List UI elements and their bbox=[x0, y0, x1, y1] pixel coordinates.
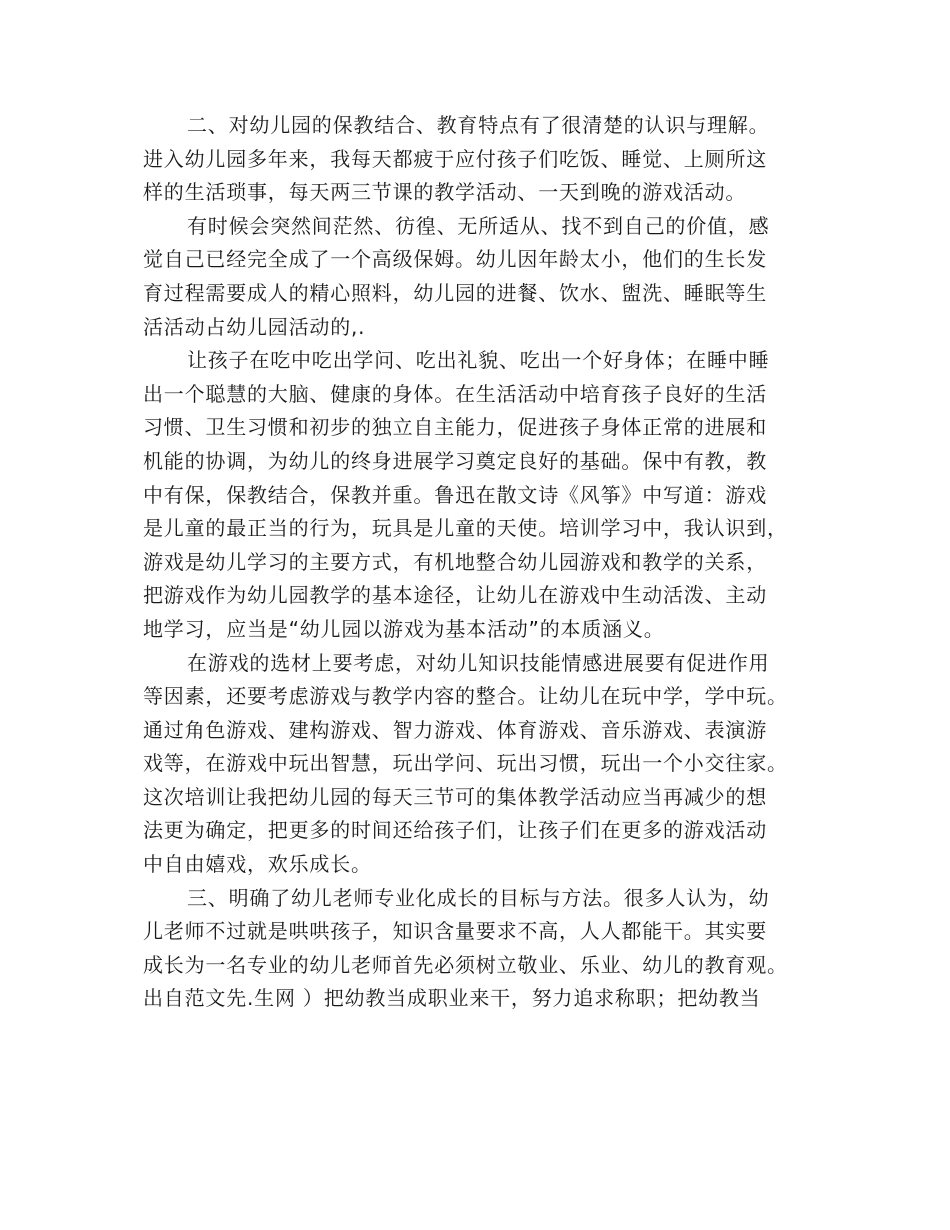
text-line: 活活动占幼儿园活动的,. bbox=[143, 314, 366, 339]
text-line: 成长为一名专业的幼儿老师首先必须树立敬业、乐业、幼儿的教育观。 bbox=[143, 952, 788, 977]
text-line: 有时候会突然间茫然、彷徨、无所适从、找不到自己的价值，感 bbox=[187, 213, 770, 238]
text-line: 戏等，在游戏中玩出智慧，玩出学问、玩出习惯，玩出一个小交往家。 bbox=[143, 751, 788, 776]
text-line: 进入幼儿园多年来，我每天都疲于应付孩子们吃饭、睡觉、上厕所这 bbox=[143, 146, 767, 171]
text-line: 地学习，应当是“幼儿园以游戏为基本活动”的本质涵义。 bbox=[143, 616, 665, 641]
text-line: 习惯、卫生习惯和初步的独立自主能力，促进孩子身体正常的进展和 bbox=[143, 415, 767, 440]
text-line: 育过程需要成人的精心照料，幼儿园的进餐、饮水、盥洗、睡眠等生 bbox=[143, 280, 767, 305]
text-line: 机能的协调，为幼儿的终身进展学习奠定良好的基础。保中有教，教 bbox=[143, 448, 767, 473]
text-line: 把游戏作为幼儿园教学的基本途径，让幼儿在游戏中生动活泼、主动 bbox=[143, 583, 767, 608]
text-line: 通过角色游戏、建构游戏、智力游戏、体育游戏、音乐游戏、表演游 bbox=[143, 717, 767, 742]
text-line: 出一个聪慧的大脑、健康的身体。在生活活动中培育孩子良好的生活 bbox=[143, 381, 767, 406]
text-line: 在游戏的选材上要考虑，对幼儿知识技能情感进展要有促进作用 bbox=[187, 650, 770, 675]
text-line: 二、对幼儿园的保教结合、教育特点有了很清楚的认识与理解。 bbox=[187, 113, 770, 137]
text-line: 是儿童的最正当的行为，玩具是儿童的天使。培训学习中，我认识到， bbox=[143, 516, 788, 541]
paragraph-1 bbox=[143, 109, 808, 210]
text-line: 这次培训让我把幼儿园的每天三节可的集体教学活动应当再减少的想 bbox=[143, 784, 767, 809]
text-line: 三、明确了幼儿老师专业化成长的目标与方法。很多人认为，幼 bbox=[187, 885, 770, 910]
paragraph-4 bbox=[143, 647, 808, 882]
text-line: 出自范文先.生网 ）把幼教当成职业来干，努力追求称职；把幼教当 bbox=[143, 986, 761, 1011]
text-line: 儿老师不过就是哄哄孩子，知识含量要求不高，人人都能干。其实要 bbox=[143, 919, 767, 944]
text-line: 觉自己已经完全成了一个高级保姆。幼儿因年龄太小，他们的生长发 bbox=[143, 247, 767, 272]
document-body bbox=[143, 109, 808, 1016]
text-line: 等因素，还要考虑游戏与教学内容的整合。让幼儿在玩中学，学中玩。 bbox=[143, 684, 788, 709]
text-line: 游戏是幼儿学习的主要方式，有机地整合幼儿园游戏和教学的关系， bbox=[143, 549, 767, 574]
text-line: 样的生活琐事，每天两三节课的教学活动、一天到晚的游戏活动。 bbox=[143, 180, 747, 205]
paragraph-3 bbox=[143, 344, 808, 646]
paragraph-5 bbox=[143, 882, 808, 1016]
text-line: 让孩子在吃中吃出学问、吃出礼貌、吃出一个好身体；在睡中睡 bbox=[187, 348, 770, 373]
text-line: 法更为确定，把更多的时间还给孩子们，让孩子们在更多的游戏活动 bbox=[143, 818, 767, 843]
paragraph-2 bbox=[143, 210, 808, 344]
text-line: 中有保，保教结合，保教并重。鲁迅在散文诗《风筝》中写道：游戏 bbox=[143, 482, 767, 507]
text-line: 中自由嬉戏，欢乐成长。 bbox=[143, 852, 372, 877]
